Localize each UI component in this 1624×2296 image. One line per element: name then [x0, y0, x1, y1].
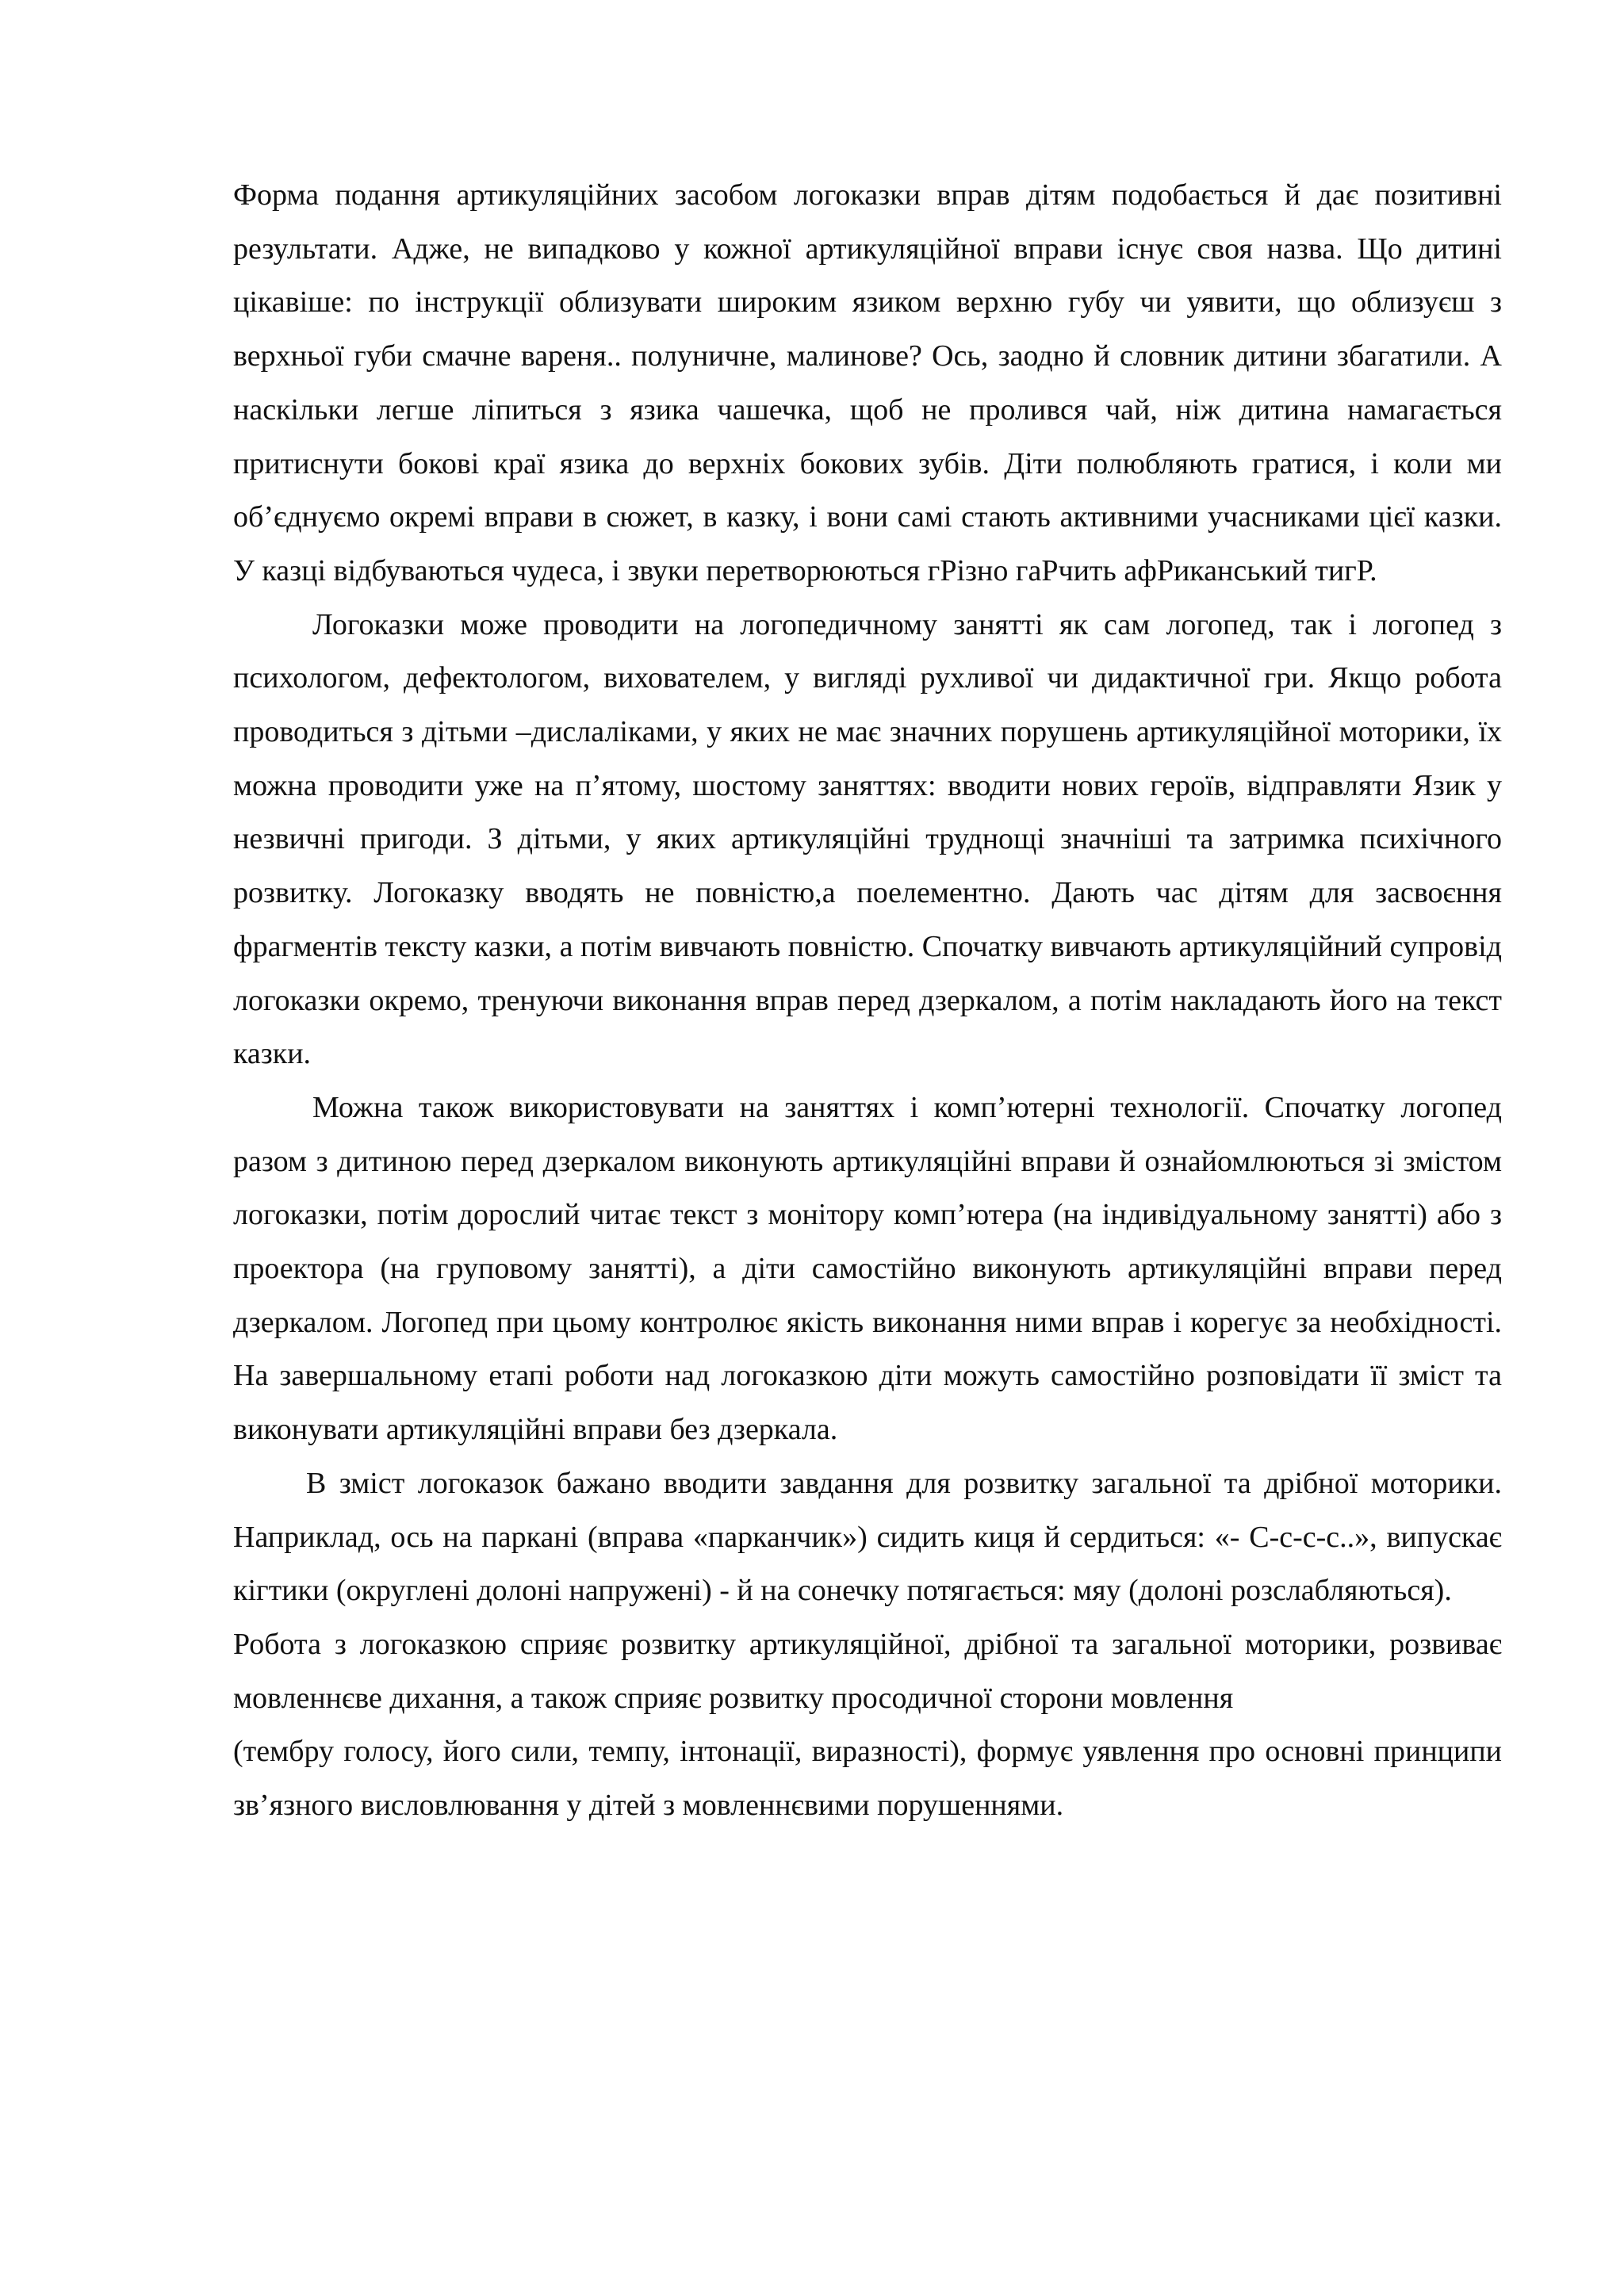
paragraph-2: Логоказки може проводити на логопедичному занятті як сам логопед, так і логопед з психологом, дефектологом, вихователем, у вигляді рухливої чи дидактичної гри. Якщо робота проводиться з дітьми –дислаліками, у яких не має значних порушень артикуляційної моторики, їх можна проводити уже на п’ятому, шостому заняттях: вводити нових героїв, відправляти Язик у незвичні пригоди. З дітьми, у яких артикуляційні труднощі значніші та затримка психічного розвитку. Логоказку вводять не повністю,а поелементно. Дають час дітям для засвоєння фрагментів тексту казки, а потім вивчають повністю. Спочатку вивчають артикуляційний супровід логоказки окремо, тренуючи виконання вправ перед дзеркалом, а потім накладають його на текст казки.: [233, 607, 1502, 1071]
paragraph-5: Робота з логоказкою сприяє розвитку артикуляційної, дрібної та загальної моторики, розвиває мовленнєве дихання, а також сприяє розвитку просодичної сторони мовлення: [233, 1627, 1502, 1715]
paragraph-1: Форма подання артикуляційних засобом логоказки вправ дітям подобається й дає позитивні результати. Адже, не випадково у кожної артикуляційної вправи існує своя назва. Що дитині цікавіше: по інструкції облизувати широким язиком верхню губу чи уявити, що облизуєш з верхньої губи смачне вареня.. полуничне, малинове? Ось, заодно й словник дитини збагатили. А наскільки легше ліпиться з язика чашечка, щоб не пролився чай, ніж дитина намагається притиснути бокові краї язика до верхніх бокових зубів. Діти полюбляють гратися, і коли ми об’єднуємо окремі вправи в сюжет, в казку, і вони самі стають активними учасниками цієї казки. У казці відбуваються чудеса, і звуки перетворюються гРізно гаРчить афРиканський тигР.: [233, 178, 1502, 587]
paragraph-3: Можна також використовувати на заняттях і комп’ютерні технології. Спочатку логопед разом з дитиною перед дзеркалом виконують артикуляційні вправи й ознайомлюються зі змістом логоказки, потім дорослий читає текст з монітору комп’ютера (на індивідуальному занятті) або з проектора (на груповому занятті), а діти самостійно виконують артикуляційні вправи перед дзеркалом. Логопед при цьому контролює якість виконання ними вправ і корегує за необхідності. На завершальному етапі роботи над логоказкою діти можуть самостійно розповідати її зміст та виконувати артикуляційні вправи без дзеркала.: [233, 1090, 1502, 1447]
body-text: [233, 169, 1502, 1833]
paragraph-6: (тембру голосу, його сили, темпу, інтонації, виразності), формує уявлення про основні принципи зв’язного висловлювання у дітей з мовленнєвими порушеннями.: [233, 1735, 1502, 1823]
paragraph-4: В зміст логоказок бажано вводити завдання для розвитку загальної та дрібної моторики. Наприклад, ось на паркані (вправа «парканчик») сидить киця й сердиться: «- С-с-с-с..», випускає кігтики (округлені долоні напружені) - й на сонечку потягається: мяу (долоні розслабляються).: [233, 1466, 1502, 1608]
